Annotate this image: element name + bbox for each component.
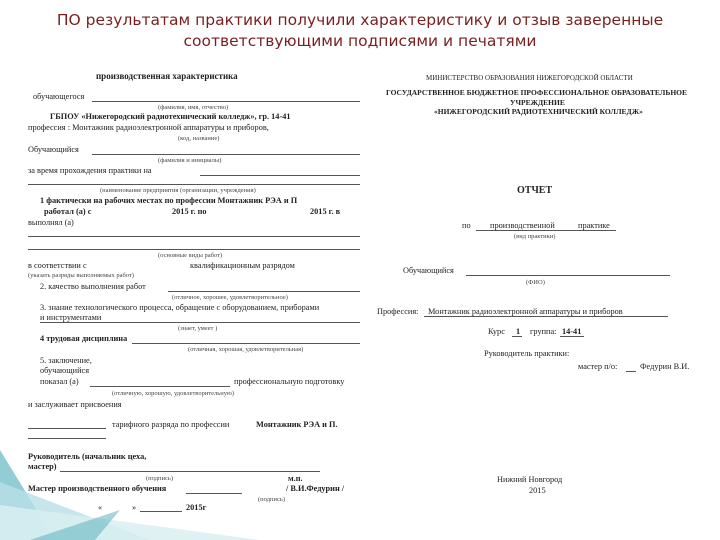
group-line (560, 336, 584, 337)
discipline-caption: (отличная, хорошая, удовлетворительная) (188, 346, 304, 353)
date-close-quote: » (132, 503, 137, 512)
performed-label: выполнял (а) (28, 218, 74, 227)
group-label: группа: (530, 327, 557, 336)
worked-to-label: 2015 г. по (172, 207, 207, 216)
head-master-label: мастер) (28, 462, 57, 471)
tariff-label: тарифного разряда по профессии (112, 420, 230, 429)
slide-title-line-1: ПО результатам практики получили характеристику и отзыв заверенные (56, 11, 664, 29)
student-label: обучающегося (33, 92, 85, 101)
student-caption: (фамилия, имя, отчество) (158, 104, 229, 111)
course-value: 1 (516, 327, 521, 336)
deserves-label: и заслуживает присвоения (28, 400, 122, 409)
report-student-caption: (ФИО) (526, 279, 545, 286)
conclusion-label: 5. заключение, (40, 356, 92, 365)
institution-line-2: УЧРЕЖДЕНИЕ (510, 98, 565, 107)
master-signature-dash (626, 371, 636, 372)
profession-line: профессия : Монтажник радиоэлектронной аппаратуры и приборов, (28, 123, 269, 132)
trainee-caption: (фамилия и инициалы) (158, 157, 222, 164)
master-name: / В.И.Федурин / (286, 484, 345, 493)
quality-caption: (отличное, хорошее, удовлетворительное) (172, 294, 288, 301)
stamp-mark: м.п. (288, 474, 303, 483)
report-profession: Монтажник радиоэлектронной аппаратуры и приборов (428, 307, 623, 316)
knowledge-caption: (знает, умеет ) (178, 325, 218, 332)
discipline-label: 4 трудовая дисциплина (40, 334, 128, 343)
grades-caption: (указать разряды выполняемых работ) (28, 272, 134, 279)
worked-year-label: 2015 г. в (310, 207, 341, 216)
training-caption: (отличную, хорошую, удовлетворительную) (112, 390, 234, 397)
master-label: Мастер производственного обучения (28, 484, 167, 493)
college-line: ГБПОУ «Нижегородский радиотехнический колледж», гр. 14-41 (50, 112, 291, 121)
slide-corner-decoration (0, 430, 260, 540)
institution-line-3: «НИЖЕГОРОДСКИЙ РАДИОТЕХНИЧЕСКИЙ КОЛЛЕДЖ» (434, 107, 643, 116)
course-label: Курс (488, 327, 505, 336)
qualification-label: квалификационным разрядом (190, 261, 295, 270)
characteristic-heading: производственная характеристика (96, 71, 238, 81)
head-label: Руководитель (начальник цеха, (28, 452, 147, 461)
group-value: 14-41 (562, 327, 582, 336)
training-label: профессиональную подготовку (234, 377, 345, 386)
profession-caption: (код, название) (178, 135, 220, 142)
date-year: 2015г (186, 503, 207, 512)
trainee-label: Обучающийся (28, 145, 79, 154)
quality-label: 2. качество выполнения работ (40, 282, 146, 291)
master-po-label: мастер п/о: (578, 362, 618, 371)
year-label: 2015 (529, 486, 546, 495)
report-student-line (466, 275, 670, 276)
work-types-caption: (основные виды работ) (158, 252, 223, 259)
tools-label: и инструментами (40, 313, 102, 322)
report-profession-line (424, 316, 668, 317)
practice-period-label: за время прохождения практики на (28, 166, 152, 175)
enterprise-caption: (наименование предприятия (организации, учреждения) (100, 187, 256, 194)
supervisor-label: Руководитель практики: (484, 349, 570, 358)
knowledge-label: 3. знание технологического процесса, обращение с оборудованием, приборами (40, 303, 320, 312)
practice-type-caption: (вид практики) (514, 233, 556, 240)
practice-type: производственной (490, 221, 555, 230)
workplace-line: 1 фактически на рабочих местах по профессии Монтажник РЭА и П (40, 196, 298, 205)
tariff-profession: Монтажник РЭА и П. (256, 420, 338, 429)
head-signature-caption: (подпись) (146, 475, 173, 482)
slide-title-line-2: соответствующими подписями и печатями (183, 32, 537, 50)
conclusion-student-label: обучающийся (40, 366, 90, 375)
master-po-name: Федурин В.И. (640, 362, 690, 371)
city-label: Нижний Новгород (497, 475, 563, 484)
master-signature-caption: (подпись) (258, 496, 285, 503)
practice-label: практике (578, 221, 610, 230)
worked-from-label: работал (а) с (44, 207, 92, 216)
report-student-label: Обучающийся (403, 266, 454, 275)
course-line (512, 336, 522, 337)
showed-label: показал (а) (40, 377, 79, 386)
institution-line-1: ГОСУДАРСТВЕННОЕ БЮДЖЕТНОЕ ПРОФЕССИОНАЛЬНОЕ ОБРАЗОВАТЕЛЬНОЕ (386, 88, 688, 97)
accordance-label: в соответствии с (28, 261, 87, 270)
report-heading: ОТЧЕТ (517, 185, 553, 196)
ministry-line: МИНИСТЕРСТВО ОБРАЗОВАНИЯ НИЖЕГОРОДСКОЙ ОБЛАСТИ (426, 74, 633, 82)
report-by-label: по (462, 221, 471, 230)
report-profession-label: Профессия: (377, 307, 419, 316)
date-open-quote: « (98, 503, 103, 512)
